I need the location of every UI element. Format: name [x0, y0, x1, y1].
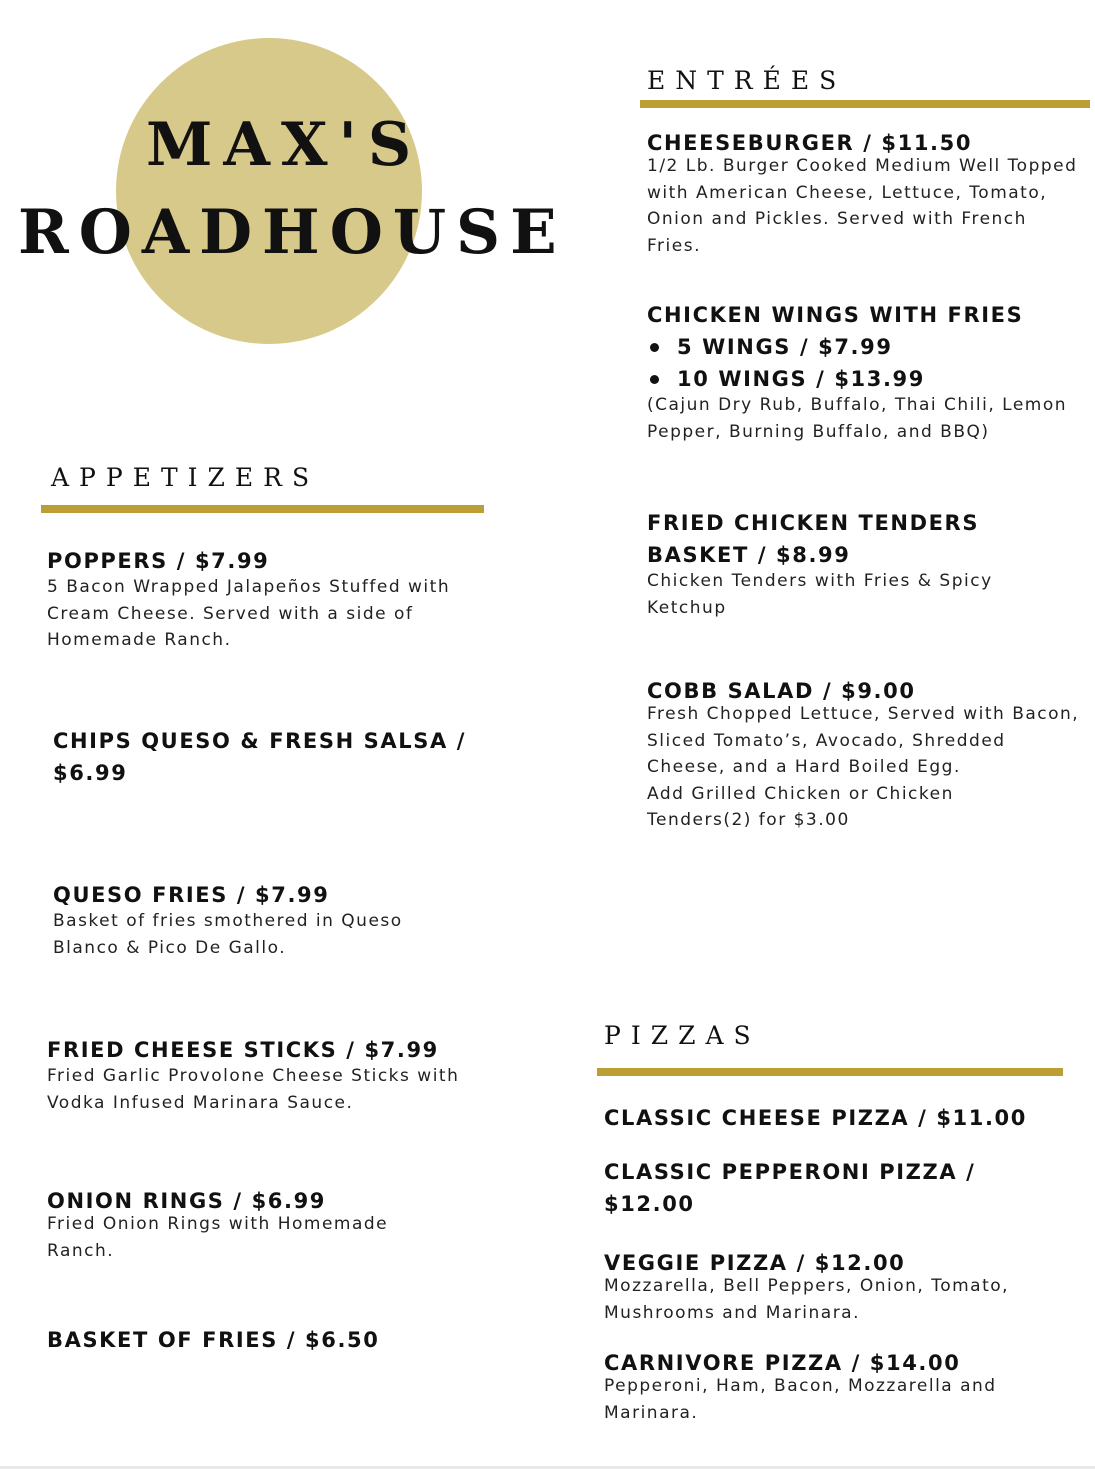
item-name: CLASSIC CHEESE PIZZA / $11.00: [604, 1106, 1027, 1130]
item-name: QUESO FRIES / $7.99: [53, 883, 330, 907]
item-description: Mozzarella, Bell Peppers, Onion, Tomato, Mushrooms and Marinara.: [604, 1276, 1010, 1323]
item-name: FRIED CHEESE STICKS / $7.99: [47, 1038, 439, 1062]
brand-name-line2: ROADHOUSE: [18, 197, 567, 268]
item-name: BASKET OF FRIES / $6.50: [47, 1328, 380, 1352]
menu-item-onion-rings: [47, 1185, 467, 1264]
menu-item-carnivore-pizza: [604, 1347, 1074, 1426]
item-name: CARNIVORE PIZZA / $14.00: [604, 1351, 961, 1375]
section-title-appetizers: APPETIZERS: [51, 463, 320, 492]
item-name: CHICKEN WINGS WITH FRIES: [647, 303, 1024, 327]
item-description: Fried Onion Rings with Homemade Ranch.: [47, 1214, 389, 1261]
item-description: 1/2 Lb. Burger Cooked Medium Well Topped with American Cheese, Lettuce, Tomato, Onion and Pickles. Served with French Fries.: [647, 156, 1078, 256]
menu-item-chicken-wings: [647, 299, 1087, 445]
menu-item-classic-pepperoni-pizza: [604, 1156, 1034, 1220]
menu-item-cheeseburger: [647, 127, 1087, 259]
item-description: Basket of fries smothered in Queso Blanco & Pico De Gallo.: [53, 911, 403, 958]
section-rule-appetizers: [41, 505, 484, 513]
section-rule-entrees: [640, 100, 1090, 108]
item-description: Fresh Chopped Lettuce, Served with Bacon, Sliced Tomato’s, Avocado, Shredded Cheese, and a Hard Boiled Egg.: [647, 704, 1080, 777]
item-name: FRIED CHICKEN TENDERS BASKET / $8.99: [647, 511, 980, 567]
section-title-pizzas: PIZZAS: [604, 1021, 761, 1050]
menu-item-fried-cheese-sticks: [47, 1034, 487, 1116]
menu-item-queso-fries: [53, 879, 473, 961]
wing-option: 10 WINGS / $13.99: [647, 363, 1087, 395]
item-description: Fried Garlic Provolone Cheese Sticks with Vodka Infused Marinara Sauce.: [47, 1066, 460, 1113]
item-name: VEGGIE PIZZA / $12.00: [604, 1251, 906, 1275]
section-rule-pizzas: [597, 1068, 1063, 1076]
wing-option: 5 WINGS / $7.99: [647, 331, 1087, 363]
item-name: CHIPS QUESO & FRESH SALSA / $6.99: [53, 729, 466, 785]
item-description-addon: Add Grilled Chicken or Chicken Tenders(2) for $3.00: [647, 783, 954, 830]
item-description: Chicken Tenders with Fries & Spicy Ketchup: [647, 571, 993, 618]
item-name: CLASSIC PEPPERONI PIZZA / $12.00: [604, 1160, 976, 1216]
item-name: ONION RINGS / $6.99: [47, 1189, 327, 1213]
item-name: POPPERS / $7.99: [47, 549, 270, 573]
brand-name-line1: MAX'S: [146, 110, 423, 180]
item-name: COBB SALAD / $9.00: [647, 679, 916, 703]
item-description: Pepperoni, Ham, Bacon, Mozzarella and Marinara.: [604, 1376, 997, 1423]
menu-item-basket-of-fries: [47, 1324, 487, 1356]
item-name: CHEESEBURGER / $11.50: [647, 131, 973, 155]
menu-item-chicken-tenders: [647, 507, 1087, 621]
section-title-entrees: ENTRÉES: [647, 66, 847, 95]
wing-options-list: [647, 331, 1087, 395]
menu-item-classic-cheese-pizza: [604, 1102, 1074, 1134]
menu-item-chips-queso: [53, 725, 493, 789]
item-description: (Cajun Dry Rub, Buffalo, Thai Chili, Lemon Pepper, Burning Buffalo, and BBQ): [647, 395, 1068, 442]
logo-circle: [116, 38, 422, 344]
menu-item-poppers: [47, 545, 492, 654]
menu-item-cobb-salad: [647, 675, 1087, 834]
menu-item-veggie-pizza: [604, 1247, 1079, 1326]
item-description: 5 Bacon Wrapped Jalapeños Stuffed with Cream Cheese. Served with a side of Homemade Ranch.: [47, 577, 451, 650]
